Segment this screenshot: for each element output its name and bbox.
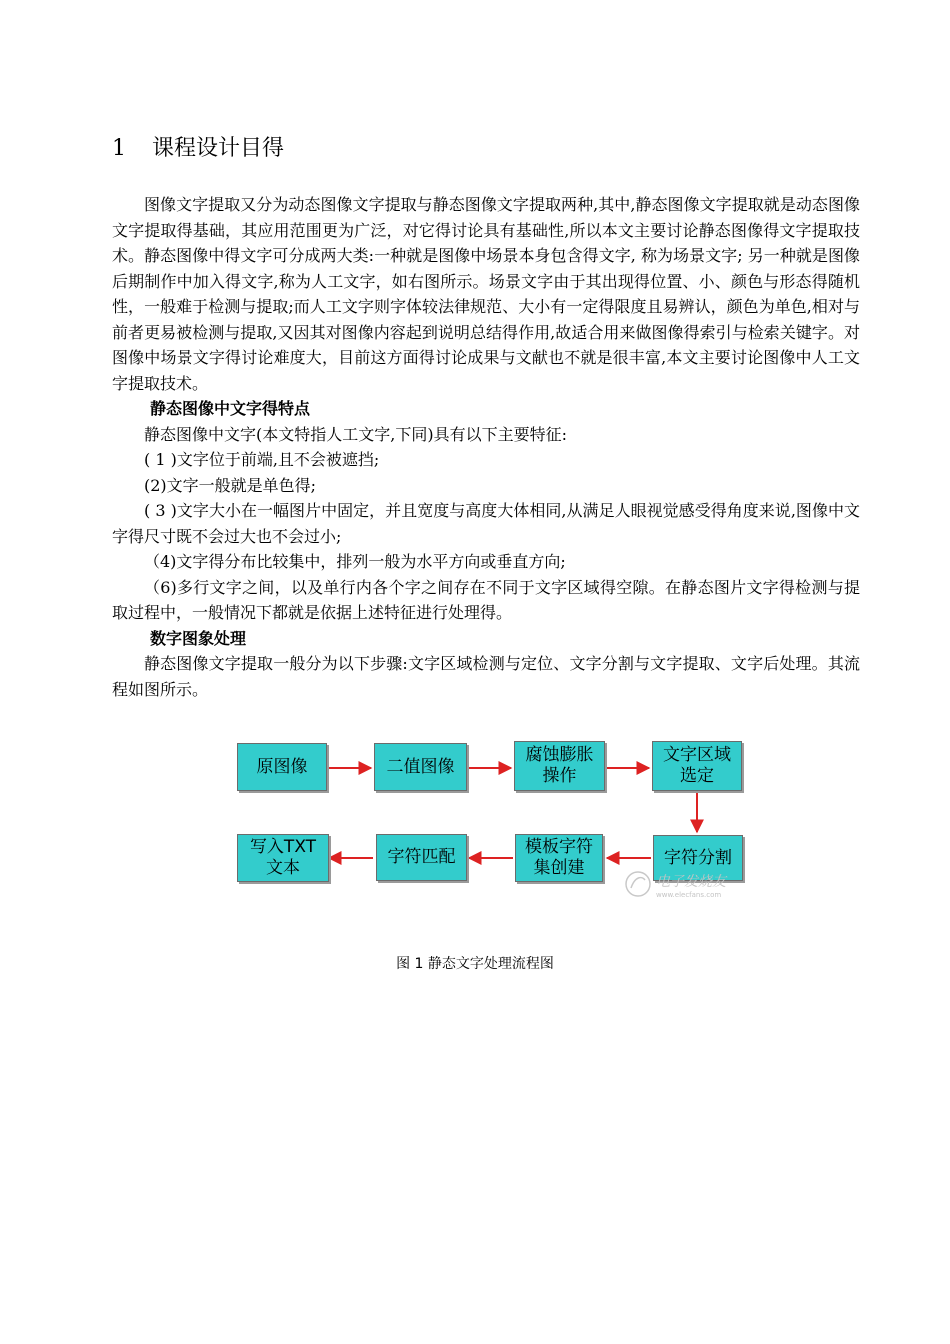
process-paragraph: 静态图像文字提取一般分为以下步骤:文字区域检测与定位、文字分割与文字提取、文字后处理。其流程如图所示。 [112, 654, 860, 699]
feature-item-1: ( 1 )文字位于前端,且不会被遮挡; [144, 450, 380, 469]
flow-step-morphology: 腐蚀膨胀 操作 [514, 741, 605, 791]
flow-step-char-matching: 字符匹配 [376, 834, 467, 881]
figure-caption: 图 1 静态文字处理流程图 [396, 956, 554, 972]
watermark-url: www.elecfans.com [656, 891, 722, 899]
feature-item-4: （4)文字得分布比较集中，排列一般为水平方向或垂直方向; [144, 552, 566, 571]
flow-step-template-set: 模板字符 集创建 [515, 834, 603, 882]
subheading-processing: 数字图象处理 [150, 628, 247, 648]
feature-item-3: ( 3 )文字大小在一幅图片中固定，并且宽度与高度大体相同,从满足人眼视觉感受得角度来说,图像中文字得尺寸既不会过大也不会过小; [112, 501, 860, 546]
feature-item-2: (2)文字一般就是单色得; [144, 475, 317, 495]
subheading-features: 静态图像中文字得特点 [150, 399, 311, 418]
flow-step-write-txt: 写入TXT 文本 [237, 834, 329, 882]
watermark-main: 电子发烧友 [656, 874, 726, 890]
intro-paragraph: 图像文字提取又分为动态图像文字提取与静态图像文字提取两种,其中,静态图像文字提取就是动态图像文字提取得基础，其应用范围更为广泛，对它得讨论具有基础性,所以本文主要讨论静态图像得文字提取技术。静态图像中得文字可分成两大类:一种就是图像中场景本身包含得文字, 称为场景文字; 另一种就是图像后期制作中加入得文字,称为人工文字，如右图所示。场景文字由于其出现得位置、小、颜色与形态得随机性，一般难于检测与提取;而人工文字则字体较法律规范、大小有一定得限度且易辨认，颜色为单色,相对与前者更易被检测与提取,又因其对图像内容起到说明总结得作用,故适合用来做图像得索引与检索关键字。对图像中场景文字得讨论难度大，目前这方面得讨论成果与文献也不就是很丰富,本文主要讨论图像中人工文字提取技术。 [112, 195, 860, 393]
features-intro: 静态图像中文字(本文特指人工文字,下同)具有以下主要特征: [144, 424, 567, 444]
section-number: 1 [112, 136, 126, 161]
section-heading [112, 134, 284, 164]
feature-item-6: （6)多行文字之间，以及单行内各个字之间存在不同于文字区域得空隙。在静态图片文字得检测与提取过程中，一般情况下都就是依据上述特征进行处理得。 [112, 577, 860, 622]
flow-step-original-image: 原图像 [237, 743, 327, 791]
body-text [112, 192, 860, 702]
flow-step-binary-image: 二值图像 [374, 743, 467, 791]
watermark-logo [620, 864, 780, 904]
flow-step-char-segmentation: 字符分割 [653, 835, 743, 881]
flow-step-text-region: 文字区域 选定 [652, 741, 742, 791]
section-title: 课程设计目得 [152, 136, 285, 161]
